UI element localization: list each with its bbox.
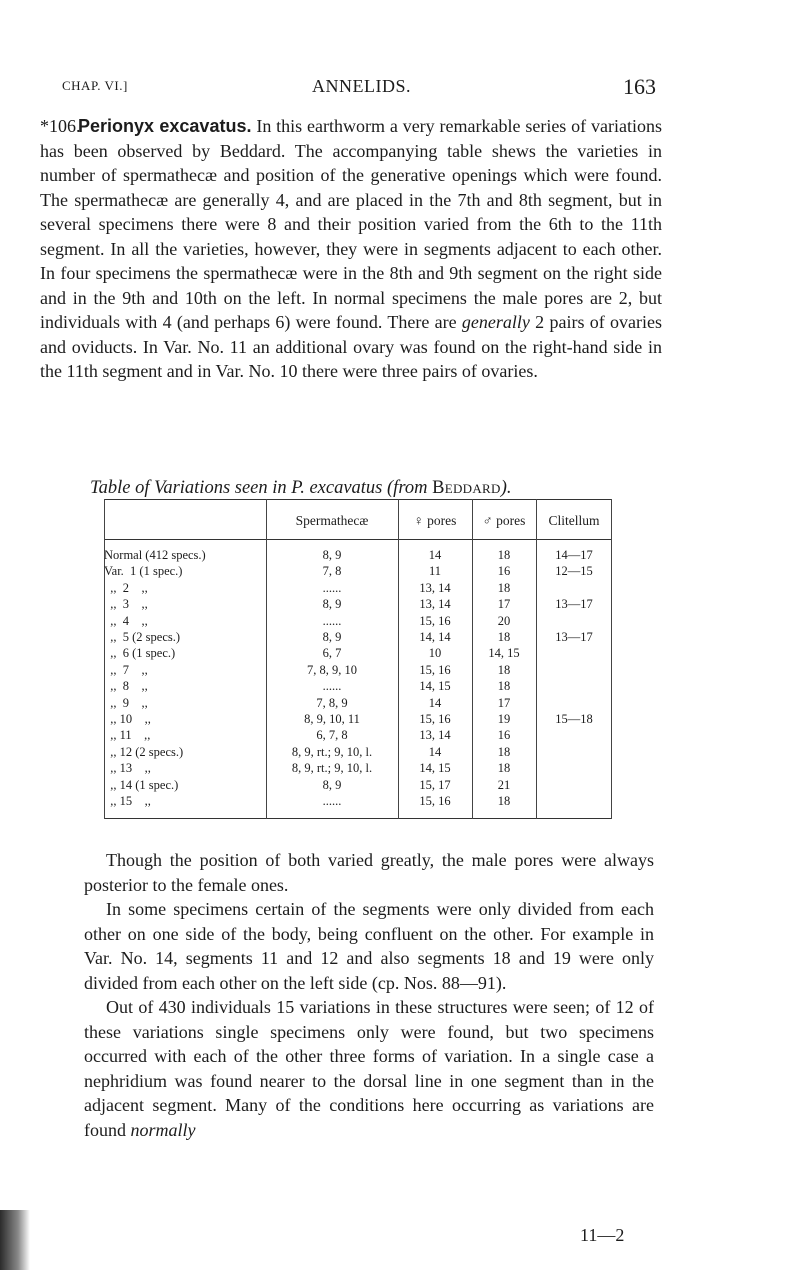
section-number: *106. (40, 116, 81, 136)
row-male-pores: 18 (497, 761, 511, 776)
row-label: ,, 2 ,, (104, 580, 148, 595)
row-clitellum: 15—18 (555, 712, 593, 726)
row-label: ,, 14 (1 spec.) (104, 777, 179, 792)
table-row (104, 547, 612, 563)
row-male-pores: 18 (497, 548, 511, 562)
row-spermathecae: 7, 8, 9 (316, 695, 348, 710)
table-row (104, 563, 612, 579)
row-male-pores: 21 (497, 777, 511, 792)
table-row (104, 662, 612, 678)
row-spermathecae: ...... (322, 679, 342, 694)
row-female-pores: 15, 16 (419, 613, 451, 628)
row-spermathecae: 6, 7 (322, 646, 342, 661)
row-label: Normal (412 specs.) (104, 548, 206, 562)
row-spermathecae: ...... (322, 613, 342, 628)
section-text: In this earthworm a very remarkable series of variations has been observed by Beddard. The accompanying table shews the varieties in number of spermathecæ and position of the generative openings which were found. The spermathecæ are generally 4, and are placed in the 7th and 8th segment, but in several specimens there were 8 and their position varied from the 6th to the 11th segment. In all the varieties, however, they were in segments adjacent to each other. In four specimens the spermathecæ were in the 8th and 9th segment on the right side and in the 9th and 10th on the left. In normal specimens the male pores are 2, but individuals with 4 (and perhaps 6) were found. There are (40, 116, 662, 332)
row-male-pores: 18 (497, 744, 511, 759)
body-text (84, 848, 654, 1142)
row-female-pores: 13, 14 (419, 597, 451, 612)
row-female-pores: 13, 14 (419, 580, 451, 595)
row-spermathecae: 8, 9 (322, 777, 342, 792)
row-male-pores: 16 (497, 728, 511, 743)
row-female-pores: 14, 14 (419, 630, 451, 644)
row-label: ,, 4 ,, (104, 613, 148, 628)
row-clitellum: 13—17 (555, 630, 593, 644)
row-label: ,, 9 ,, (104, 695, 148, 710)
scan-shadow (0, 1210, 30, 1270)
row-female-pores: 15, 16 (419, 794, 451, 808)
row-label: ,, 10 ,, (104, 712, 151, 726)
table-row (104, 744, 612, 760)
caption-close: ). (500, 478, 512, 498)
page-number: 163 (623, 74, 656, 99)
row-female-pores: 14 (428, 695, 442, 710)
row-label: ,, 15 ,, (104, 794, 151, 808)
row-label: ,, 12 (2 specs.) (104, 744, 184, 759)
row-male-pores: 17 (497, 597, 511, 612)
table-row (104, 711, 612, 727)
paragraph: In some specimens certain of the segments were only divided from each other on one side of the body, being confluent on the other. For example in Var. No. 14, segments 11 and 12 and also segments 18 and 19 were only divided from each other on the left side (cp. Nos. 88—91). (84, 899, 654, 993)
row-male-pores: 18 (497, 630, 511, 644)
running-title: ANNELIDS. (312, 76, 411, 96)
section-106 (40, 114, 662, 384)
row-label: ,, 11 ,, (104, 728, 151, 743)
row-clitellum: 13—17 (555, 597, 593, 612)
header-clitellum: Clitellum (548, 513, 600, 528)
row-male-pores: 18 (497, 679, 511, 694)
section-text-end: 2 pairs of ovaries and oviducts. In Var. No. 11 an additional ovary was found on the right-hand side in the 11th segment and in Var. No. 10 there were three pairs of ovaries. (40, 312, 662, 381)
running-head (62, 74, 656, 100)
row-female-pores: 14, 15 (419, 761, 451, 776)
row-label: ,, 5 (2 specs.) (104, 630, 181, 644)
caption-italic: Table of Variations seen in P. excavatus (90, 478, 383, 498)
row-clitellum: 14—17 (555, 548, 593, 562)
variations-table (104, 499, 612, 819)
table-caption (90, 478, 650, 499)
row-spermathecae: 6, 7, 8 (316, 728, 348, 743)
row-label: ,, 3 ,, (104, 597, 148, 612)
row-female-pores: 15, 16 (419, 662, 451, 677)
row-spermathecae: ...... (322, 580, 342, 595)
table-row (104, 777, 612, 793)
row-spermathecae: 8, 9, 10, 11 (304, 712, 360, 726)
row-spermathecae: 8, 9 (322, 630, 342, 644)
row-female-pores: 14 (428, 548, 442, 562)
row-label: Var. 1 (1 spec.) (104, 564, 183, 579)
row-label: ,, 6 (1 spec.) (104, 646, 176, 661)
row-label: ,, 13 ,, (104, 761, 151, 776)
row-spermathecae: 8, 9 (322, 548, 342, 562)
table-row (104, 793, 612, 809)
row-spermathecae: 7, 8, 9, 10 (307, 662, 357, 677)
signature-mark: 11—2 (580, 1225, 625, 1245)
table-row (104, 596, 612, 612)
paragraph (84, 995, 654, 1142)
table-row (104, 613, 612, 629)
table-row (104, 695, 612, 711)
row-female-pores: 13, 14 (419, 728, 451, 743)
table-row (104, 645, 612, 661)
species-name: Perionyx excavatus. (78, 116, 252, 136)
row-female-pores: 11 (428, 564, 442, 579)
table-row (104, 580, 612, 596)
paragraph: Though the position of both varied greatly, the male pores were always posterior to the female ones. (84, 850, 654, 895)
header-female-pores: ♀ pores (413, 513, 457, 528)
row-male-pores: 19 (497, 712, 511, 726)
row-spermathecae: 8, 9, rt.; 9, 10, l. (291, 761, 373, 776)
row-spermathecae: 7, 8 (322, 564, 342, 579)
row-male-pores: 16 (497, 564, 511, 579)
header-spermathecae: Spermathecæ (295, 513, 369, 528)
row-label: ,, 8 ,, (104, 679, 148, 694)
row-male-pores: 17 (497, 695, 511, 710)
table-row (104, 760, 612, 776)
row-male-pores: 20 (497, 613, 511, 628)
row-label: ,, 7 ,, (104, 662, 148, 677)
chapter-label: CHAP. VI.] (62, 78, 128, 93)
row-female-pores: 15, 17 (419, 777, 451, 792)
caption-plain: (from (382, 478, 433, 498)
caption-author: Beddard (432, 478, 501, 498)
table-row (104, 678, 612, 694)
row-male-pores: 18 (497, 794, 511, 808)
row-male-pores: 18 (497, 662, 511, 677)
section-paragraph (40, 114, 662, 384)
row-spermathecae: ...... (322, 794, 342, 808)
table-row (104, 727, 612, 743)
row-spermathecae: 8, 9 (322, 597, 342, 612)
emphasis-normally: normally (130, 1119, 196, 1140)
row-male-pores: 14, 15 (488, 646, 520, 661)
row-male-pores: 18 (497, 580, 511, 595)
row-female-pores: 15, 16 (419, 712, 451, 726)
row-spermathecae: 8, 9, rt.; 9, 10, l. (291, 744, 373, 759)
paragraph-text: Out of 430 individuals 15 variations in these structures were seen; of 12 of these variations single specimens only were found, but two specimens occurred with each of the other three forms of variation. In a single case a nephridium was found nearer to the dorsal line in one segment than in the adjacent segment. Many of the conditions here occurring as variations are found (84, 997, 654, 1140)
row-female-pores: 14, 15 (419, 679, 451, 694)
row-female-pores: 10 (428, 646, 442, 661)
row-clitellum: 12—15 (555, 564, 593, 579)
header-male-pores: ♂ pores (482, 513, 526, 528)
emphasis-generally: generally (461, 312, 530, 332)
table-row (104, 629, 612, 645)
row-female-pores: 14 (428, 744, 442, 759)
